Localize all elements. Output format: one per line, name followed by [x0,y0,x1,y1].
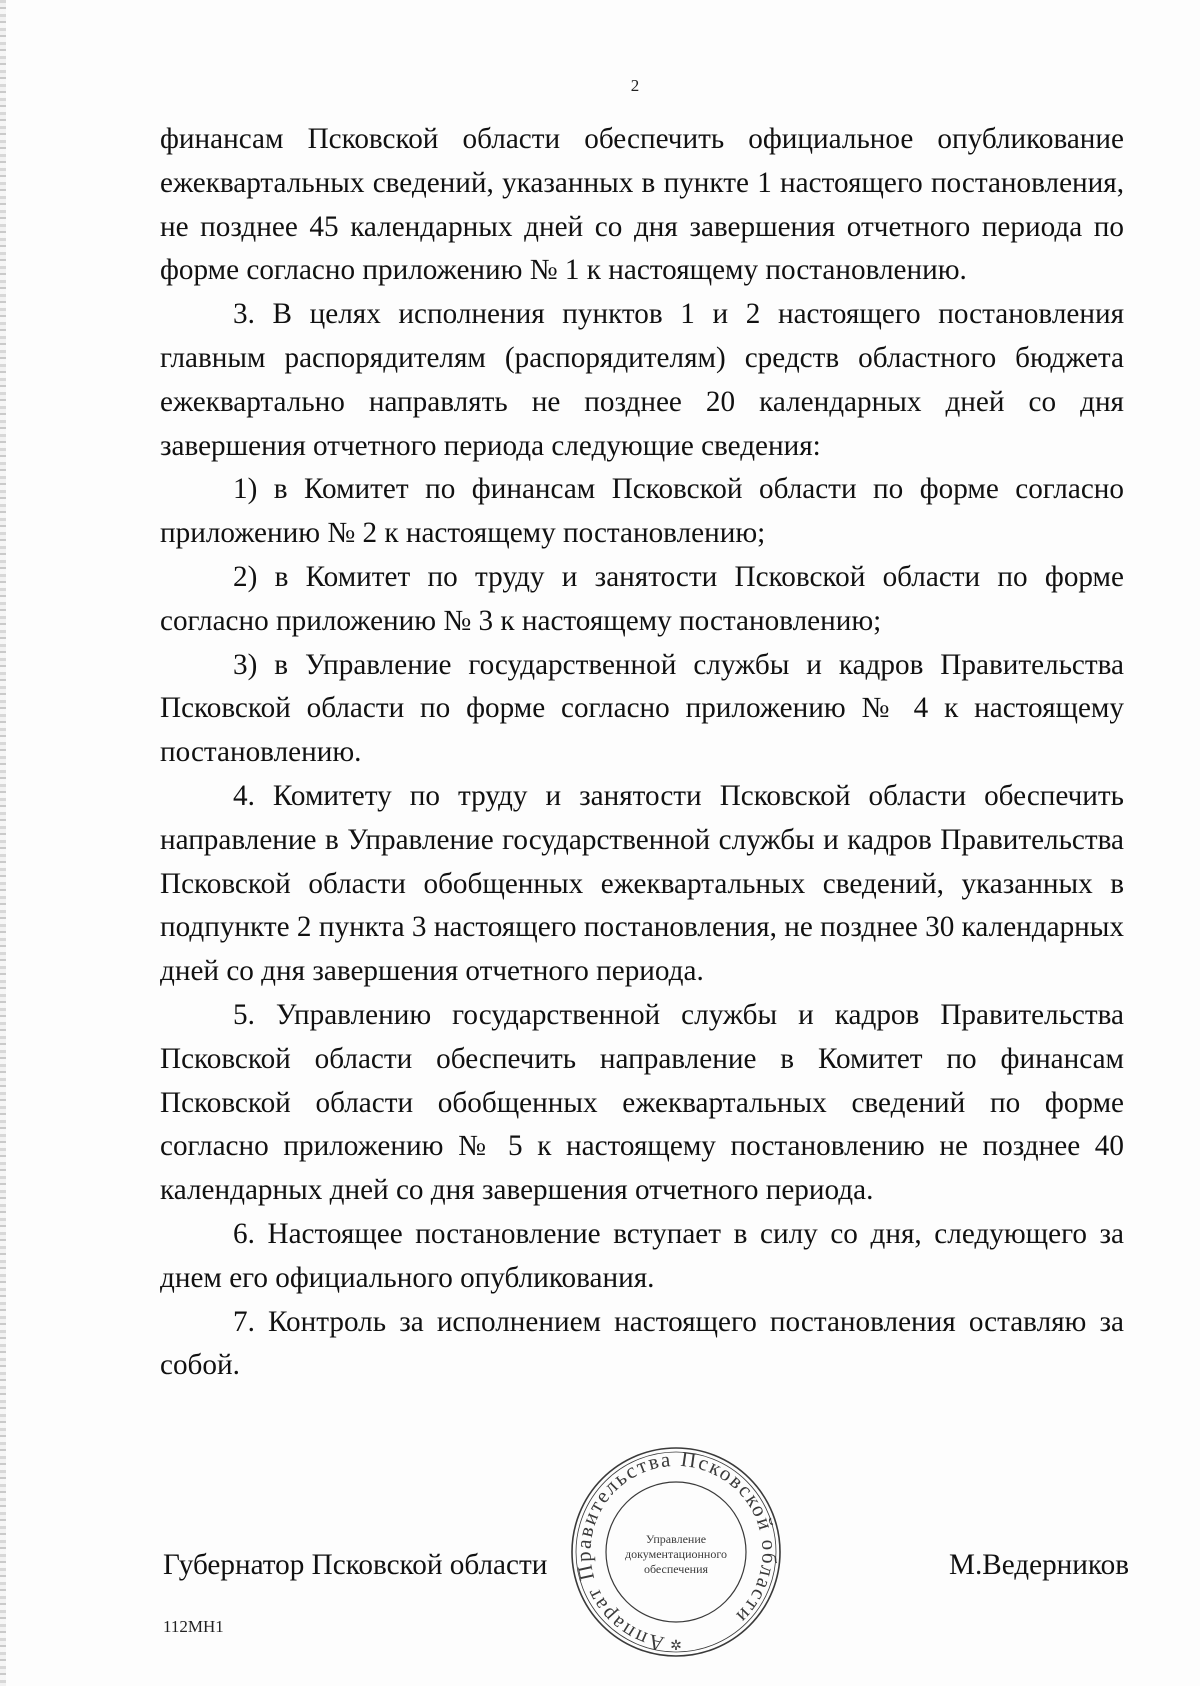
paragraph-item-4: 4. Комитету по труду и занятости Псковской области обеспечить направление в Управление государственной службы и кадров Правительства Псковской области обобщенных ежеквартальных сведений, указанных в подпункте 2 пункта 3 настоящего постановления, не позднее 30 календарных дней со дня завершения отчетного периода. [160,779,1124,988]
document-body [160,118,1124,1388]
paragraph-subitem-2: 2) в Комитет по труду и занятости Псковской области по форме согласно приложению № 3 к настоящему постановлению; [160,560,1124,637]
seal-inner-line-1: Управление [645,1532,707,1546]
paragraph-subitem-3: 3) в Управление государственной службы и кадров Правительства Псковской области по форме согласно приложению № 4 к настоящему постановлению. [160,648,1124,769]
paragraph-item-5: 5. Управлению государственной службы и кадров Правительства Псковской области обеспечить направление в Комитет по финансам Псковской области обобщенных ежеквартальных сведений по форме согласно приложению № 5 к настоящему постановлению не позднее 40 календарных дней со дня завершения отчетного периода. [160,998,1124,1207]
seal-inner-line-3: обеспечения [643,1562,709,1576]
paragraph-item-6: 6. Настоящее постановление вступает в силу со дня, следующего за днем его официального опубликования. [160,1217,1124,1294]
paragraph-item-7: 7. Контроль за исполнением настоящего постановления оставляю за собой. [160,1305,1124,1382]
paragraph-continuation: финансам Псковской области обеспечить официальное опубликование ежеквартальных сведений, указанных в пункте 1 настоящего постановления, не позднее 45 календарных дней со дня завершения отчетного периода по форме согласно приложению № 1 к настоящему постановлению. [160,123,1124,287]
signature-row [163,1549,1129,1593]
paragraph-item-3: 3. В целях исполнения пунктов 1 и 2 настоящего постановления главным распорядителям (распорядителям) средств областного бюджета ежеквартально направлять не позднее 20 календарных дней со дня завершения отчетного периода следующие сведения: [160,298,1124,462]
seal-star-icon: ✲ [670,1638,682,1654]
page-number: 2 [630,76,640,95]
seal-inner-line-2: документационного [625,1547,727,1561]
signatory-title: Губернатор Псковской области [163,1549,548,1581]
document-code: 112МН1 [163,1617,224,1636]
signatory-name: М.Ведерников [949,1549,1129,1581]
scan-edge [0,0,6,1686]
paragraph-subitem-1: 1) в Комитет по финансам Псковской области по форме согласно приложению № 2 к настоящему постановлению; [160,473,1124,550]
seal-outer-text: Аппарат Правительства Псковской области [571,1446,782,1657]
